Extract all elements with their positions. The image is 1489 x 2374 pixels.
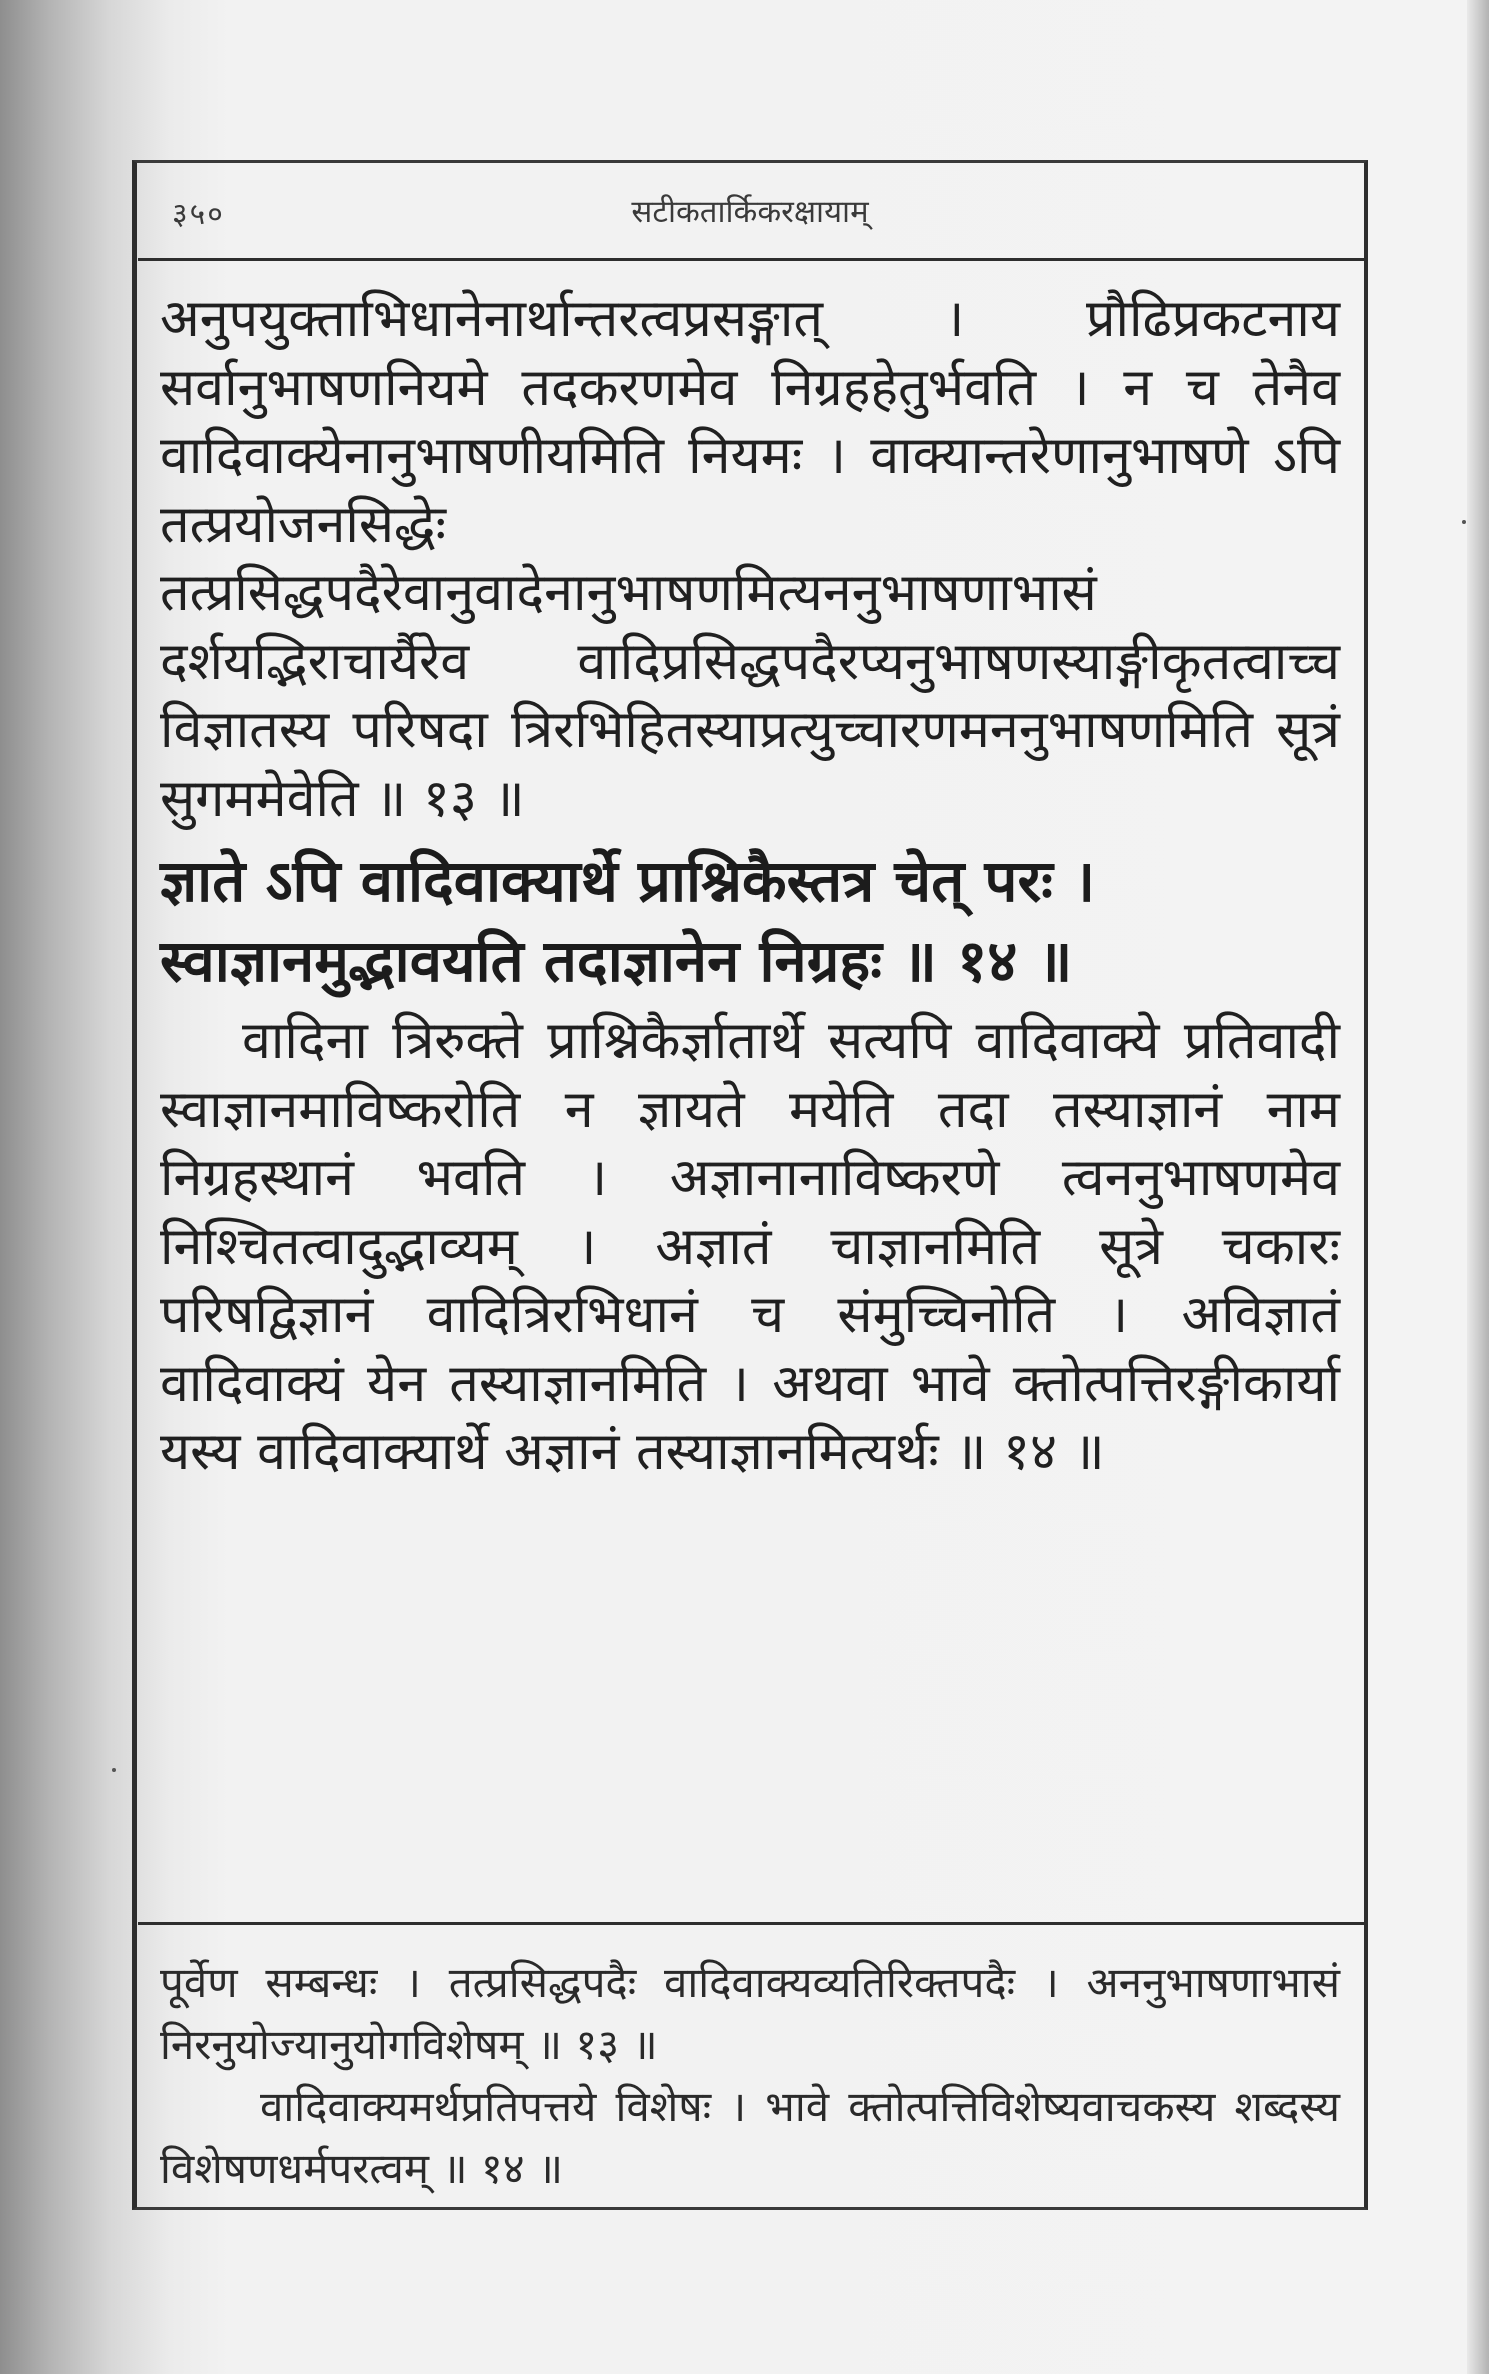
footnote-13: पूर्वेण सम्बन्धः । तत्प्रसिद्धपदैः वादिवाक्यव्यतिरिक्तपदैः । अननुभाषणाभासं निरनुयोज्यानुयोगविशेषम् ॥ १३ ॥ (160, 1958, 1340, 2069)
verse-14 (160, 841, 1340, 1001)
page-number: ३५० (172, 197, 225, 232)
commentary-paragraph-14: वादिना त्रिरुक्ते प्राश्निकैर्ज्ञातार्थे सत्यपि वादिवाक्ये प्रतिवादी स्वाज्ञानमाविष्करोति न ज्ञायते मयेति तदा तस्याज्ञानं नाम निग्रहस्थानं भवति । अज्ञानानाविष्करणे त्वननुभाषणमेव निश्चितत्वादुद्भाव्यम् । अज्ञातं चाज्ञानमिति सूत्रे चकारः परिषद्विज्ञानं वादित्रिरभिधानं च संमुच्चिनोति । अविज्ञातं वादिवाक्यं येन तस्याज्ञानमिति । अथवा भावे क्तोत्पत्तिरङ्गीकार्या यस्य वादिवाक्यार्थे अज्ञानं तस्याज्ञानमित्यर्थः ॥ १४ ॥ (160, 1011, 1340, 1482)
page-header (160, 188, 1340, 248)
scan-speck (1462, 520, 1466, 524)
commentary-paragraph-13: अनुपयुक्ताभिधानेनार्थान्तरत्वप्रसङ्गात् । प्रौढिप्रकटनाय सर्वानुभाषणनियमे तदकरणमेव निग्रहहेतुर्भवति । न च तेनैव वादिवाक्येनानुभाषणीयमिति नियमः । वाक्यान्तरेणानुभाषणे ऽपि तत्प्रयोजनसिद्धेः तत्प्रसिद्धपदैरेवानुवादेनानुभाषणमित्यननुभाषणाभासं दर्शयद्भिराचार्यैरेव वादिप्रसिद्धपदैरप्यनुभाषणस्याङ्गीकृतत्वाच्च विज्ञातस्य परिषदा त्रिरभिहितस्याप्रत्युच्चारणमननुभाषणमिति सूत्रं सुगममेवेति ॥ १३ ॥ (160, 289, 1340, 829)
footnote-14: वादिवाक्यमर्थप्रतिपत्तये विशेषः । भावे क्तोत्पत्तिविशेष्यवाचकस्य शब्दस्य विशेषणधर्मपरत्वम् ॥ १४ ॥ (160, 2082, 1340, 2193)
main-text (160, 285, 1340, 1487)
footnote-rule (138, 1922, 1364, 1925)
header-rule (138, 258, 1364, 261)
verse-line-1: ज्ञाते ऽपि वादिवाक्यार्थे प्राश्निकैस्तत्र चेत् परः । (160, 847, 1096, 915)
page-edge-shadow (1467, 0, 1489, 2374)
running-title: सटीकतार्किकरक्षायाम् (631, 194, 869, 230)
scan-speck (112, 1768, 116, 1772)
verse-line-2: स्वाज्ञानमुद्भावयति तदाज्ञानेन निग्रहः ॥ १४ ॥ (160, 927, 1073, 995)
footnotes (160, 1952, 1340, 2200)
